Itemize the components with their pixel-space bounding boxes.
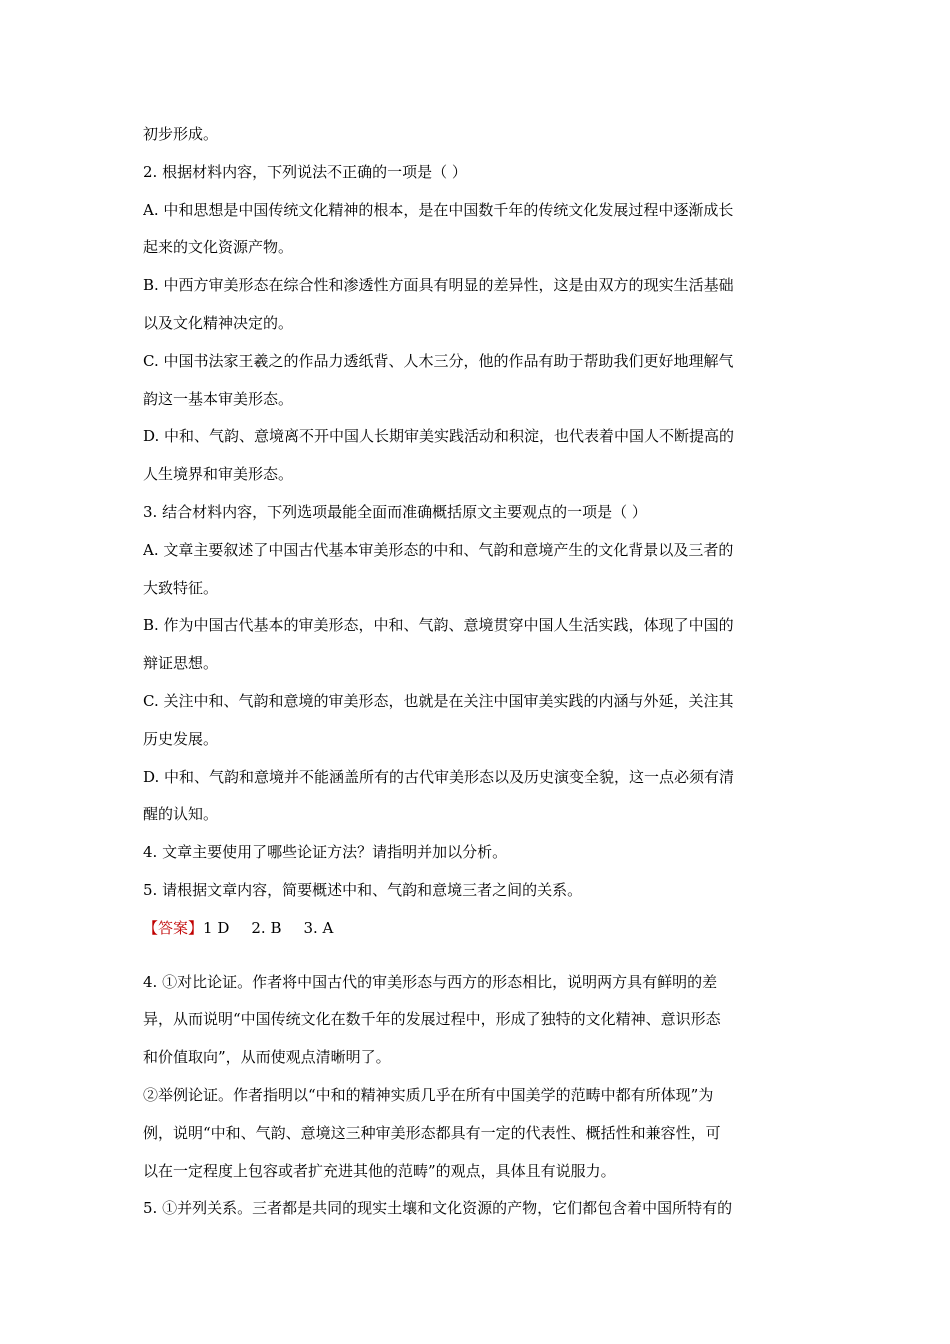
spacer [143,948,811,964]
text-line: 4. ①对比论证。作者将中国古代的审美形态与西方的形态相比，说明两方具有鲜明的差 [143,972,718,991]
text-line: 人生境界和审美形态。 [143,465,294,484]
text-line: B. 作为中国古代基本的审美形态，中和、气韵、意境贯穿中国人生活实践，体现了中国的 [143,616,734,635]
text-line: 醒的认知。 [143,805,219,824]
text-line: 3. 结合材料内容，下列选项最能全面而准确概括原文主要观点的一项是（ ） [143,502,647,521]
answer-key-2: 2. B [251,918,282,937]
questions-block [143,116,811,910]
page-content [143,116,811,1228]
text-line: D. 中和、气韵和意境并不能涵盖所有的古代审美形态以及历史演变全貌，这一点必须有清 [143,767,735,786]
text-line: 大致特征。 [143,578,219,597]
answer-tag: 【答案】 [143,918,204,937]
answer-key-3: 3. A [303,918,334,937]
text-line: 起来的文化资源产物。 [143,238,294,257]
text-line: 辩证思想。 [143,654,219,673]
text-line: A. 文章主要叙述了中国古代基本审美形态的中和、气韵和意境产生的文化背景以及三者的 [143,540,734,559]
text-line: 5. ①并列关系。三者都是共同的现实土壤和文化资源的产物，它们都包含着中国所特有的 [143,1199,733,1218]
text-line: 异，从而说明“中国传统文化在数千年的发展过程中，形成了独特的文化精神、意识形态 [143,1010,721,1029]
text-line: 以在一定程度上包容或者扩充进其他的范畴”的观点，具体且有说服力。 [143,1161,616,1180]
text-line: C. 关注中和、气韵和意境的审美形态，也就是在关注中国审美实践的内涵与外延，关注其 [143,691,734,710]
text-line: 韵这一基本审美形态。 [143,389,294,408]
text-line: 历史发展。 [143,729,219,748]
text-line: D. 中和、气韵、意境离不开中国人长期审美实践活动和积淀，也代表着中国人不断提高的 [143,427,735,446]
answer-key-1: 1 D [203,918,230,937]
text-line: 初步形成。 [143,125,219,143]
text-line: A. 中和思想是中国传统文化精神的根本，是在中国数千年的传统文化发展过程中逐渐成长 [143,200,734,219]
text-line: 5. 请根据文章内容，简要概述中和、气韵和意境三者之间的关系。 [143,880,583,899]
text-line: ②举例论证。作者指明以“中和的精神实质几乎在所有中国美学的范畴中都有所体现”为 [143,1085,714,1104]
answer-line [143,910,811,948]
text-line: C. 中国书法家王羲之的作品力透纸背、人木三分，他的作品有助于帮助我们更好地理解气 [143,351,734,370]
text-line: B. 中西方审美形态在综合性和渗透性方面具有明显的差异性，这是由双方的现实生活基础 [143,276,734,295]
text-line: 2. 根据材料内容，下列说法不正确的一项是（ ） [143,162,467,181]
analysis-block [143,964,811,1229]
text-line: 例，说明“中和、气韵、意境这三种审美形态都具有一定的代表性、概括性和兼容性，可 [143,1123,721,1142]
text-line: 和价值取向”，从而使观点清晰明了。 [143,1048,391,1067]
text-line: 以及文化精神决定的。 [143,313,294,332]
text-line: 4. 文章主要使用了哪些论证方法？请指明并加以分析。 [143,843,508,862]
